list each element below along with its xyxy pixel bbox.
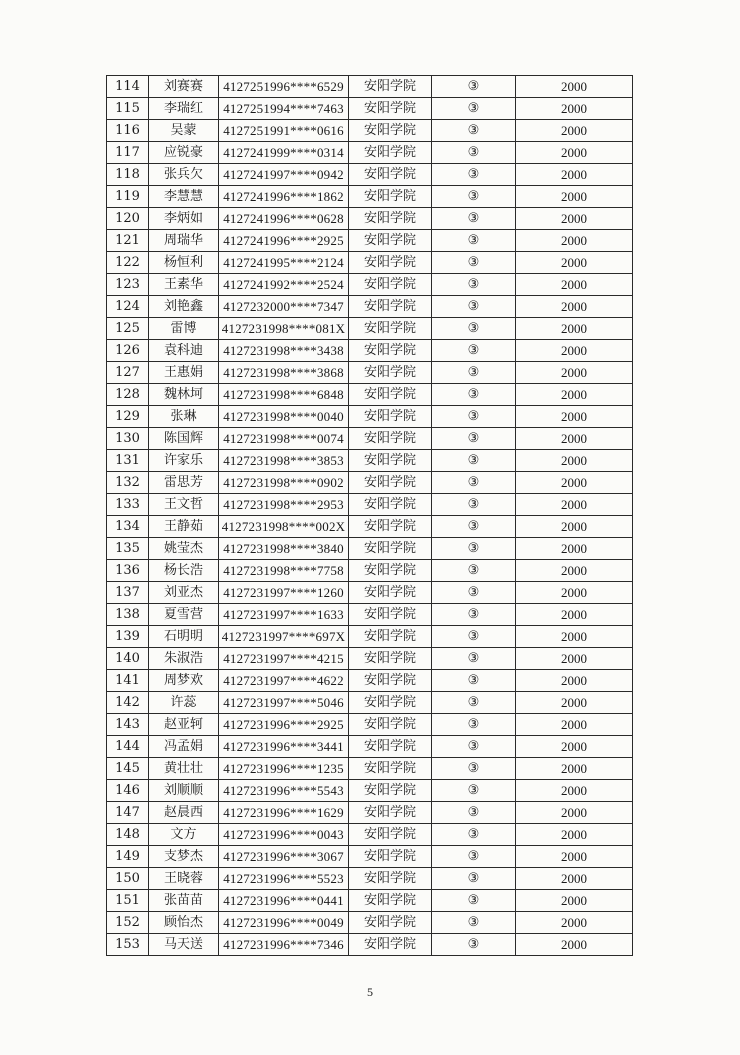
amount-cell: 2000 (516, 450, 633, 472)
table-row (107, 912, 633, 934)
school-cell: 安阳学院 (349, 802, 432, 824)
id-number-cell: 4127231998****002X (219, 516, 349, 538)
student-name-cell: 赵亚轲 (149, 714, 219, 736)
student-name-cell: 张苗苗 (149, 890, 219, 912)
student-name-cell: 朱淑浩 (149, 648, 219, 670)
table-row (107, 626, 633, 648)
category-cell: ③ (432, 824, 516, 846)
student-name-cell: 石明明 (149, 626, 219, 648)
category-cell: ③ (432, 648, 516, 670)
school-cell: 安阳学院 (349, 714, 432, 736)
category-cell: ③ (432, 428, 516, 450)
row-number-cell: 116 (107, 120, 149, 142)
school-cell: 安阳学院 (349, 318, 432, 340)
student-name-cell: 冯孟娟 (149, 736, 219, 758)
school-cell: 安阳学院 (349, 252, 432, 274)
row-number-cell: 142 (107, 692, 149, 714)
amount-cell: 2000 (516, 186, 633, 208)
amount-cell: 2000 (516, 340, 633, 362)
row-number-cell: 151 (107, 890, 149, 912)
id-number-cell: 4127231998****3840 (219, 538, 349, 560)
category-cell: ③ (432, 208, 516, 230)
amount-cell: 2000 (516, 296, 633, 318)
category-cell: ③ (432, 934, 516, 956)
table-row (107, 758, 633, 780)
category-cell: ③ (432, 406, 516, 428)
amount-cell: 2000 (516, 758, 633, 780)
row-number-cell: 117 (107, 142, 149, 164)
id-number-cell: 4127231998****0902 (219, 472, 349, 494)
id-number-cell: 4127231997****4622 (219, 670, 349, 692)
category-cell: ③ (432, 626, 516, 648)
amount-cell: 2000 (516, 824, 633, 846)
student-name-cell: 王静茹 (149, 516, 219, 538)
amount-cell: 2000 (516, 890, 633, 912)
table-row (107, 384, 633, 406)
student-name-cell: 刘赛赛 (149, 76, 219, 98)
school-cell: 安阳学院 (349, 758, 432, 780)
amount-cell: 2000 (516, 648, 633, 670)
amount-cell: 2000 (516, 384, 633, 406)
category-cell: ③ (432, 846, 516, 868)
id-number-cell: 4127231996****1235 (219, 758, 349, 780)
table-row (107, 538, 633, 560)
student-name-cell: 周梦欢 (149, 670, 219, 692)
student-name-cell: 杨长浩 (149, 560, 219, 582)
school-cell: 安阳学院 (349, 362, 432, 384)
category-cell: ③ (432, 758, 516, 780)
school-cell: 安阳学院 (349, 428, 432, 450)
row-number-cell: 137 (107, 582, 149, 604)
amount-cell: 2000 (516, 582, 633, 604)
id-number-cell: 4127231996****7346 (219, 934, 349, 956)
row-number-cell: 131 (107, 450, 149, 472)
school-cell: 安阳学院 (349, 98, 432, 120)
category-cell: ③ (432, 670, 516, 692)
student-name-cell: 魏林坷 (149, 384, 219, 406)
amount-cell: 2000 (516, 560, 633, 582)
amount-cell: 2000 (516, 692, 633, 714)
id-number-cell: 4127241999****0314 (219, 142, 349, 164)
amount-cell: 2000 (516, 868, 633, 890)
id-number-cell: 4127232000****7347 (219, 296, 349, 318)
category-cell: ③ (432, 736, 516, 758)
category-cell: ③ (432, 912, 516, 934)
table-row (107, 516, 633, 538)
row-number-cell: 141 (107, 670, 149, 692)
amount-cell: 2000 (516, 670, 633, 692)
id-number-cell: 4127231996****3067 (219, 846, 349, 868)
school-cell: 安阳学院 (349, 648, 432, 670)
row-number-cell: 136 (107, 560, 149, 582)
category-cell: ③ (432, 274, 516, 296)
id-number-cell: 4127231998****3868 (219, 362, 349, 384)
school-cell: 安阳学院 (349, 494, 432, 516)
category-cell: ③ (432, 142, 516, 164)
school-cell: 安阳学院 (349, 582, 432, 604)
category-cell: ③ (432, 252, 516, 274)
id-number-cell: 4127231997****4215 (219, 648, 349, 670)
id-number-cell: 4127231996****2925 (219, 714, 349, 736)
table-row (107, 714, 633, 736)
row-number-cell: 147 (107, 802, 149, 824)
category-cell: ③ (432, 362, 516, 384)
id-number-cell: 4127231997****5046 (219, 692, 349, 714)
row-number-cell: 144 (107, 736, 149, 758)
student-name-cell: 李炳如 (149, 208, 219, 230)
school-cell: 安阳学院 (349, 406, 432, 428)
category-cell: ③ (432, 120, 516, 142)
row-number-cell: 145 (107, 758, 149, 780)
student-name-cell: 赵晨西 (149, 802, 219, 824)
school-cell: 安阳学院 (349, 824, 432, 846)
row-number-cell: 143 (107, 714, 149, 736)
student-name-cell: 刘艳鑫 (149, 296, 219, 318)
table-row (107, 934, 633, 956)
table-row (107, 252, 633, 274)
amount-cell: 2000 (516, 494, 633, 516)
amount-cell: 2000 (516, 406, 633, 428)
school-cell: 安阳学院 (349, 692, 432, 714)
school-cell: 安阳学院 (349, 868, 432, 890)
student-name-cell: 张兵欠 (149, 164, 219, 186)
student-name-cell: 黄壮壮 (149, 758, 219, 780)
student-name-cell: 周瑞华 (149, 230, 219, 252)
table-row (107, 802, 633, 824)
row-number-cell: 140 (107, 648, 149, 670)
id-number-cell: 4127231996****3441 (219, 736, 349, 758)
amount-cell: 2000 (516, 252, 633, 274)
category-cell: ③ (432, 868, 516, 890)
school-cell: 安阳学院 (349, 208, 432, 230)
student-name-cell: 李慧慧 (149, 186, 219, 208)
table-body (107, 76, 633, 956)
amount-cell: 2000 (516, 230, 633, 252)
category-cell: ③ (432, 538, 516, 560)
table-row (107, 780, 633, 802)
school-cell: 安阳学院 (349, 450, 432, 472)
row-number-cell: 149 (107, 846, 149, 868)
student-name-cell: 马天送 (149, 934, 219, 956)
school-cell: 安阳学院 (349, 142, 432, 164)
amount-cell: 2000 (516, 76, 633, 98)
student-name-cell: 刘亚杰 (149, 582, 219, 604)
amount-cell: 2000 (516, 736, 633, 758)
id-number-cell: 4127231998****6848 (219, 384, 349, 406)
amount-cell: 2000 (516, 604, 633, 626)
student-name-cell: 王素华 (149, 274, 219, 296)
table-row (107, 120, 633, 142)
student-name-cell: 雷思芳 (149, 472, 219, 494)
id-number-cell: 4127251994****7463 (219, 98, 349, 120)
table-row (107, 362, 633, 384)
id-number-cell: 4127231996****5543 (219, 780, 349, 802)
student-name-cell: 支梦杰 (149, 846, 219, 868)
category-cell: ③ (432, 186, 516, 208)
student-name-cell: 杨恒利 (149, 252, 219, 274)
category-cell: ③ (432, 494, 516, 516)
table-row (107, 692, 633, 714)
school-cell: 安阳学院 (349, 120, 432, 142)
row-number-cell: 150 (107, 868, 149, 890)
table-row (107, 824, 633, 846)
category-cell: ③ (432, 230, 516, 252)
amount-cell: 2000 (516, 516, 633, 538)
id-number-cell: 4127231998****081X (219, 318, 349, 340)
category-cell: ③ (432, 692, 516, 714)
id-number-cell: 4127231998****0040 (219, 406, 349, 428)
school-cell: 安阳学院 (349, 604, 432, 626)
amount-cell: 2000 (516, 802, 633, 824)
table-row (107, 230, 633, 252)
school-cell: 安阳学院 (349, 274, 432, 296)
amount-cell: 2000 (516, 98, 633, 120)
amount-cell: 2000 (516, 538, 633, 560)
amount-cell: 2000 (516, 362, 633, 384)
amount-cell: 2000 (516, 164, 633, 186)
student-name-cell: 姚莹杰 (149, 538, 219, 560)
student-name-cell: 李瑞红 (149, 98, 219, 120)
id-number-cell: 4127231998****7758 (219, 560, 349, 582)
category-cell: ③ (432, 76, 516, 98)
id-number-cell: 4127231998****3853 (219, 450, 349, 472)
category-cell: ③ (432, 296, 516, 318)
row-number-cell: 115 (107, 98, 149, 120)
amount-cell: 2000 (516, 934, 633, 956)
school-cell: 安阳学院 (349, 934, 432, 956)
school-cell: 安阳学院 (349, 780, 432, 802)
id-number-cell: 4127251991****0616 (219, 120, 349, 142)
table-row (107, 164, 633, 186)
row-number-cell: 134 (107, 516, 149, 538)
table-row (107, 318, 633, 340)
id-number-cell: 4127241996****2925 (219, 230, 349, 252)
school-cell: 安阳学院 (349, 472, 432, 494)
category-cell: ③ (432, 560, 516, 582)
row-number-cell: 125 (107, 318, 149, 340)
category-cell: ③ (432, 802, 516, 824)
student-name-cell: 吴蒙 (149, 120, 219, 142)
category-cell: ③ (432, 450, 516, 472)
amount-cell: 2000 (516, 780, 633, 802)
row-number-cell: 119 (107, 186, 149, 208)
amount-cell: 2000 (516, 274, 633, 296)
school-cell: 安阳学院 (349, 736, 432, 758)
amount-cell: 2000 (516, 120, 633, 142)
row-number-cell: 133 (107, 494, 149, 516)
table-row (107, 98, 633, 120)
school-cell: 安阳学院 (349, 186, 432, 208)
school-cell: 安阳学院 (349, 890, 432, 912)
row-number-cell: 124 (107, 296, 149, 318)
student-name-cell: 陈国辉 (149, 428, 219, 450)
table-row (107, 428, 633, 450)
table-row (107, 736, 633, 758)
student-subsidy-table (106, 75, 633, 956)
category-cell: ③ (432, 604, 516, 626)
id-number-cell: 4127231998****0074 (219, 428, 349, 450)
row-number-cell: 114 (107, 76, 149, 98)
category-cell: ③ (432, 164, 516, 186)
id-number-cell: 4127241996****1862 (219, 186, 349, 208)
student-name-cell: 文方 (149, 824, 219, 846)
category-cell: ③ (432, 472, 516, 494)
category-cell: ③ (432, 340, 516, 362)
id-number-cell: 4127231996****1629 (219, 802, 349, 824)
table-row (107, 890, 633, 912)
row-number-cell: 153 (107, 934, 149, 956)
row-number-cell: 130 (107, 428, 149, 450)
student-name-cell: 应锐豪 (149, 142, 219, 164)
table-row (107, 648, 633, 670)
student-name-cell: 刘顺顺 (149, 780, 219, 802)
amount-cell: 2000 (516, 428, 633, 450)
table-row (107, 76, 633, 98)
amount-cell: 2000 (516, 626, 633, 648)
table-row (107, 450, 633, 472)
amount-cell: 2000 (516, 912, 633, 934)
row-number-cell: 132 (107, 472, 149, 494)
id-number-cell: 4127231996****5523 (219, 868, 349, 890)
school-cell: 安阳学院 (349, 296, 432, 318)
row-number-cell: 118 (107, 164, 149, 186)
table-row (107, 406, 633, 428)
category-cell: ③ (432, 890, 516, 912)
category-cell: ③ (432, 384, 516, 406)
student-name-cell: 王晓蓉 (149, 868, 219, 890)
school-cell: 安阳学院 (349, 538, 432, 560)
table-row (107, 296, 633, 318)
amount-cell: 2000 (516, 472, 633, 494)
school-cell: 安阳学院 (349, 560, 432, 582)
row-number-cell: 146 (107, 780, 149, 802)
row-number-cell: 148 (107, 824, 149, 846)
amount-cell: 2000 (516, 318, 633, 340)
student-name-cell: 王文哲 (149, 494, 219, 516)
student-name-cell: 许家乐 (149, 450, 219, 472)
row-number-cell: 152 (107, 912, 149, 934)
row-number-cell: 135 (107, 538, 149, 560)
school-cell: 安阳学院 (349, 912, 432, 934)
school-cell: 安阳学院 (349, 670, 432, 692)
row-number-cell: 120 (107, 208, 149, 230)
category-cell: ③ (432, 582, 516, 604)
table-row (107, 868, 633, 890)
table-row (107, 142, 633, 164)
student-name-cell: 顾怡杰 (149, 912, 219, 934)
row-number-cell: 129 (107, 406, 149, 428)
school-cell: 安阳学院 (349, 164, 432, 186)
id-number-cell: 4127241996****0628 (219, 208, 349, 230)
id-number-cell: 4127241997****0942 (219, 164, 349, 186)
student-name-cell: 王惠娟 (149, 362, 219, 384)
table-row (107, 472, 633, 494)
table-row (107, 186, 633, 208)
id-number-cell: 4127231996****0043 (219, 824, 349, 846)
table-row (107, 494, 633, 516)
id-number-cell: 4127231997****697X (219, 626, 349, 648)
school-cell: 安阳学院 (349, 846, 432, 868)
school-cell: 安阳学院 (349, 516, 432, 538)
school-cell: 安阳学院 (349, 384, 432, 406)
table-row (107, 560, 633, 582)
category-cell: ③ (432, 780, 516, 802)
table-row (107, 340, 633, 362)
id-number-cell: 4127251996****6529 (219, 76, 349, 98)
table-row (107, 582, 633, 604)
table-row (107, 846, 633, 868)
id-number-cell: 4127231997****1260 (219, 582, 349, 604)
amount-cell: 2000 (516, 846, 633, 868)
page-number: 5 (367, 985, 373, 999)
student-name-cell: 夏雪营 (149, 604, 219, 626)
row-number-cell: 122 (107, 252, 149, 274)
table-row (107, 604, 633, 626)
id-number-cell: 4127231996****0441 (219, 890, 349, 912)
row-number-cell: 138 (107, 604, 149, 626)
category-cell: ③ (432, 98, 516, 120)
amount-cell: 2000 (516, 208, 633, 230)
student-name-cell: 张琳 (149, 406, 219, 428)
school-cell: 安阳学院 (349, 626, 432, 648)
category-cell: ③ (432, 714, 516, 736)
amount-cell: 2000 (516, 714, 633, 736)
row-number-cell: 139 (107, 626, 149, 648)
school-cell: 安阳学院 (349, 230, 432, 252)
category-cell: ③ (432, 516, 516, 538)
row-number-cell: 123 (107, 274, 149, 296)
category-cell: ③ (432, 318, 516, 340)
id-number-cell: 4127231997****1633 (219, 604, 349, 626)
school-cell: 安阳学院 (349, 340, 432, 362)
id-number-cell: 4127241995****2124 (219, 252, 349, 274)
id-number-cell: 4127231996****0049 (219, 912, 349, 934)
table-row (107, 208, 633, 230)
school-cell: 安阳学院 (349, 76, 432, 98)
row-number-cell: 128 (107, 384, 149, 406)
id-number-cell: 4127231998****2953 (219, 494, 349, 516)
row-number-cell: 121 (107, 230, 149, 252)
id-number-cell: 4127241992****2524 (219, 274, 349, 296)
student-name-cell: 许蕊 (149, 692, 219, 714)
row-number-cell: 127 (107, 362, 149, 384)
table-row (107, 670, 633, 692)
id-number-cell: 4127231998****3438 (219, 340, 349, 362)
row-number-cell: 126 (107, 340, 149, 362)
table-row (107, 274, 633, 296)
amount-cell: 2000 (516, 142, 633, 164)
student-name-cell: 袁科迪 (149, 340, 219, 362)
student-name-cell: 雷博 (149, 318, 219, 340)
